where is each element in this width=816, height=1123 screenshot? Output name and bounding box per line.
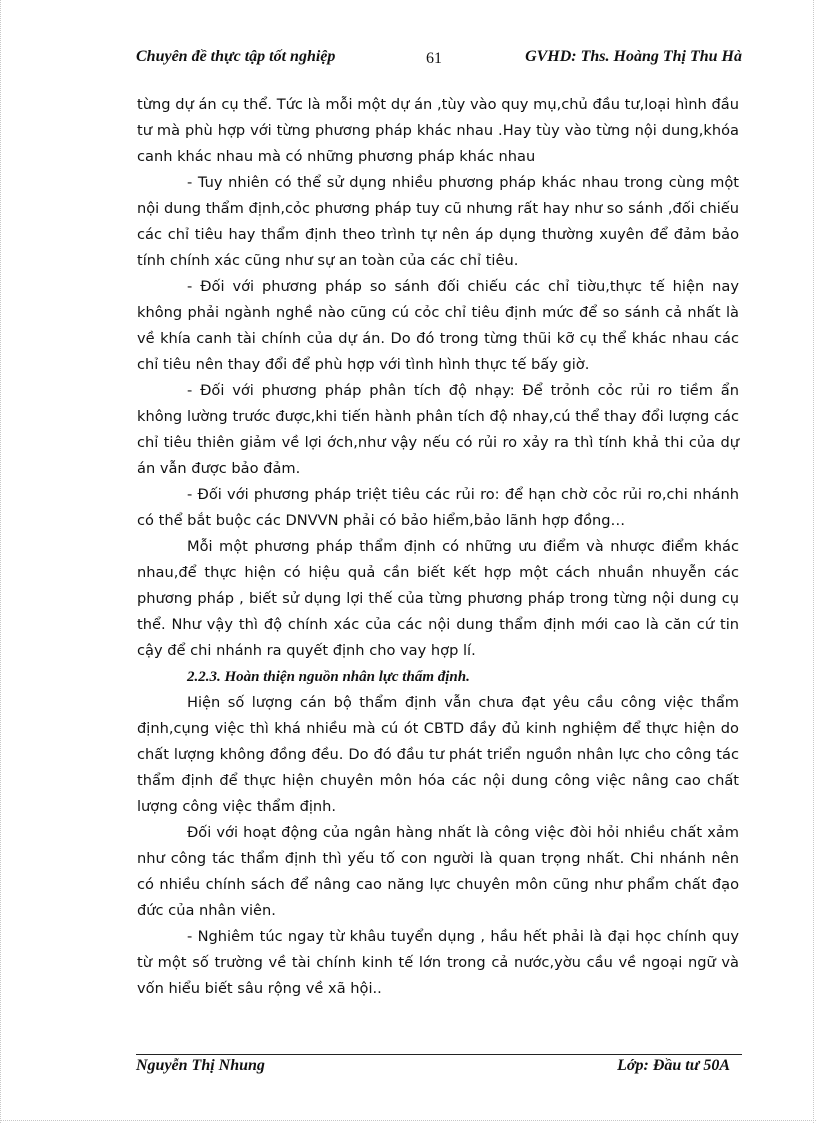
section-heading: 2.2.3. Hoàn thiện nguồn nhân lực thẩm định. (187, 669, 470, 685)
page-border-bottom (0, 1120, 816, 1121)
paragraph: - Đối với phương pháp so sánh đối chiếu các chỉ tiờu,thực tế hiện nay không phải ngành nghề nào cũng cú cỏc chỉ tiêu định mức để so sánh cả nhất là về khía canh tài chính của dự án. Do đó trong từng thũi kỡ cụ thể khác nhau các chỉ tiêu nên thay đổi để phù hợp với tình hình thực tế bấy giờ. (137, 278, 739, 373)
paragraph: từng dự án cụ thể. Tức là mỗi một dự án ,tùy vào quy mụ,chủ đầu tư,loại hình đầu tư mà phù hợp với từng phương pháp khác nhau .Hay tùy vào từng nội dung,khóa canh khác nhau mà có những phương pháp khác nhau (137, 96, 739, 165)
header-document-title: Chuyên đề thực tập tốt nghiệp (136, 48, 336, 65)
page-number: 61 (426, 50, 442, 67)
paragraph: - Đối với phương pháp phân tích độ nhạy: Để trỏnh cỏc rủi ro tiềm ẩn không lường trước được,khi tiến hành phân tích độ nhay,cú thể thay đổi lượng các chỉ tiêu thiên giảm về lợi ớch,như vậy nếu có rủi ro xảy ra thì tính khả thi của dự án vẫn được bảo đảm. (137, 382, 739, 477)
header-supervisor: GVHD: Ths. Hoàng Thị Thu Hà (525, 48, 742, 65)
page-border-left (0, 0, 1, 1123)
paragraph: Hiện số lượng cán bộ thẩm định vẫn chưa đạt yêu cầu công việc thẩm định,cụng việc thì khá nhiều mà cú ót CBTD đầy đủ kinh nghiệm để thực hiện do chất lượng không đồng đều. Do đó đầu tư phát triển nguồn nhân lực cho công tác thẩm định để thực hiện chuyên môn hóa các nội dung công việc nâng cao chất lượng công việc thẩm định. (137, 694, 739, 815)
paragraph: Mỗi một phương pháp thẩm định có những ưu điểm và nhược điểm khác nhau,để thực hiện có hiệu quả cần biết kết hợp một cách nhuần nhuyễn các phương pháp , biết sử dụng lợi thế của từng phương pháp trong từng nội dung cụ thể. Như vậy thì độ chính xác của các nội dung thẩm định mới cao là căn cứ tin cậy để chi nhánh ra quyết định cho vay hợp lí. (137, 538, 739, 659)
paragraph: Đối với hoạt động của ngân hàng nhất là công việc đòi hỏi nhiều chất xảm như công tác thẩm định thì yếu tố con người là quan trọng nhất. Chi nhánh nên có nhiều chính sách để nâng cao năng lực chuyên môn cũng như phẩm chất đạo đức của nhân viên. (137, 824, 739, 919)
paragraph: - Nghiêm túc ngay từ khâu tuyển dụng , hầu hết phải là đại học chính quy từ một số trường về tài chính kinh tế lớn trong cả nước,yờu cầu về ngoại ngữ và vốn hiểu biết sâu rộng về xã hội.. (137, 928, 739, 997)
page-border-right (813, 0, 814, 1123)
page-header (136, 48, 742, 74)
paragraph: - Tuy nhiên có thể sử dụng nhiều phương pháp khác nhau trong cùng một nội dung thẩm định,cỏc phương pháp tuy cũ nhưng rất hay như so sánh ,đối chiếu các chỉ tiêu hay thẩm định theo trình tự nên áp dụng thường xuyên để đảm bảo tính chính xác cũng như sự an toàn của các chỉ tiêu. (137, 174, 739, 269)
paragraph: - Đối với phương pháp triệt tiêu các rủi ro: để hạn chờ cỏc rủi ro,chi nhánh có thể bắt buộc các DNVVN phải có bảo hiểm,bảo lãnh hợp đồng… (137, 486, 739, 529)
page-footer (136, 1057, 742, 1079)
footer-class: Lớp: Đầu tư 50A (617, 1057, 730, 1074)
footer-author: Nguyễn Thị Nhung (136, 1057, 265, 1074)
body-text (137, 92, 739, 1002)
footer-divider (136, 1054, 742, 1055)
